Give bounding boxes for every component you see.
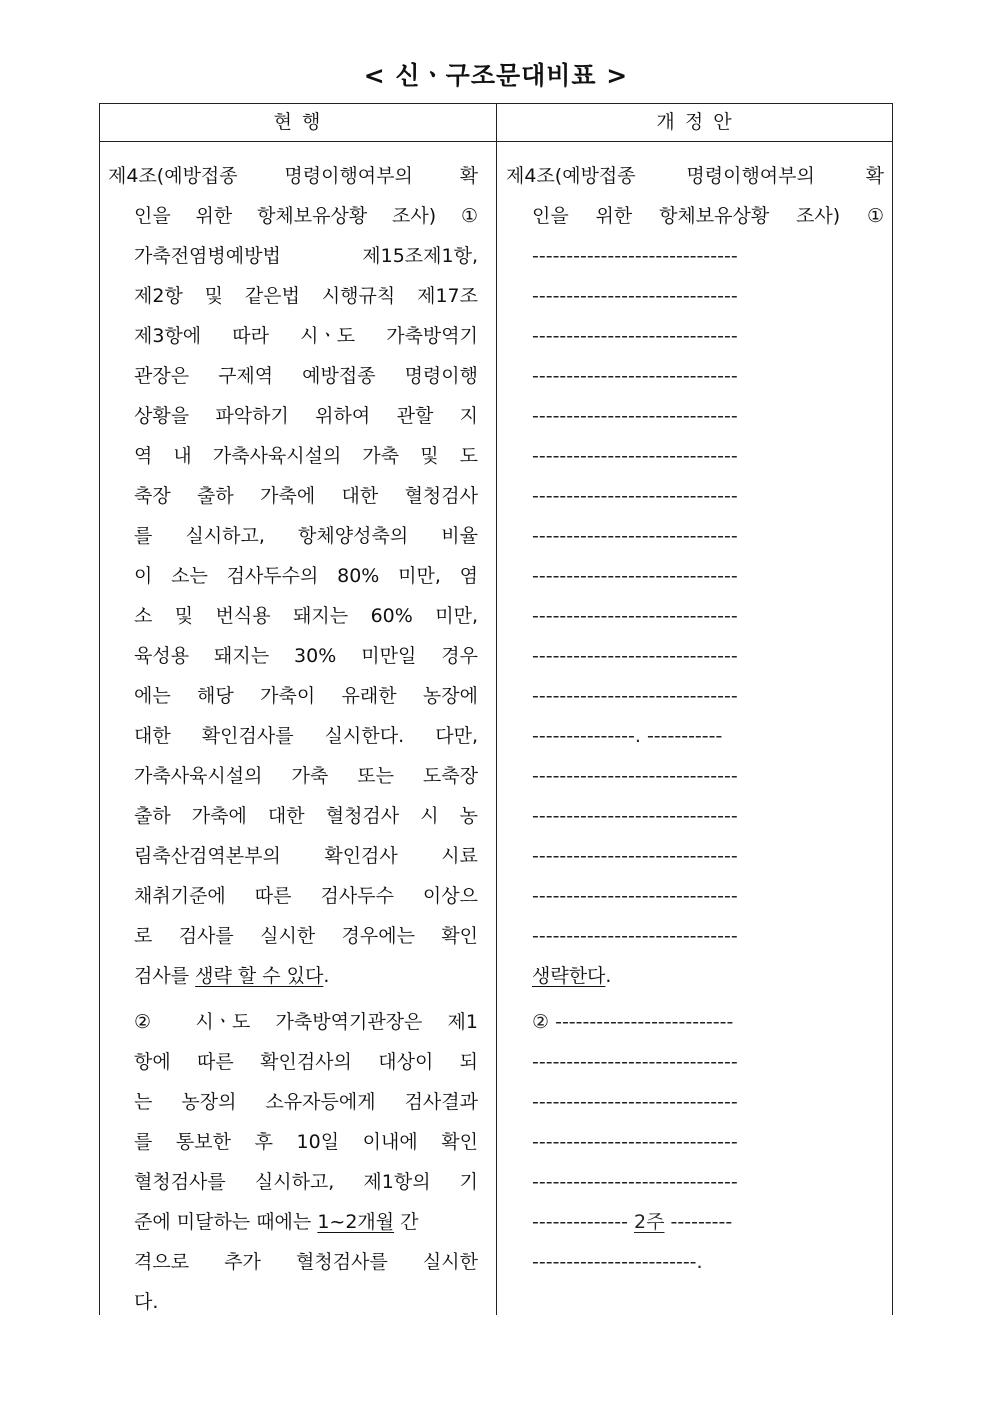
unchanged-dash-line: ------------------------------	[532, 565, 738, 587]
unchanged-dash-line: ------------------------------	[532, 245, 738, 267]
proposed-article4-paragraph2	[506, 1002, 884, 1282]
unchanged-dash-line: ------------------------------	[532, 925, 738, 947]
text-line: 항에 따른 확인검사의 대상이 되	[134, 1051, 478, 1073]
text-line: 격으로 추가 혈청검사를 실시한	[134, 1251, 478, 1273]
comparison-table	[99, 103, 893, 1315]
text-line: 축장 출하 가축에 대한 혈청검사	[134, 485, 478, 507]
text-line: 다.	[134, 1291, 159, 1313]
text-line: 육성용 돼지는 30% 미만일 경우	[134, 645, 478, 667]
dash-span: ---------------.	[532, 725, 641, 747]
unchanged-dash-line: ------------------------------	[532, 525, 738, 547]
text-line: 관장은 구제역 예방접종 명령이행	[134, 365, 478, 387]
text-line	[108, 1202, 478, 1242]
text-line: 가축사육시설의 가축 또는 도축장	[134, 765, 478, 787]
text-line: ② 시ㆍ도 가축방역기관장은 제1	[134, 1011, 478, 1033]
unchanged-dash-line: ------------------------------	[532, 325, 738, 347]
proposed-text-cell	[506, 156, 884, 1282]
text-line: 인을 위한 항체보유상황 조사) ①	[134, 205, 478, 227]
unchanged-dash-line: ------------------------.	[532, 1251, 703, 1273]
current-article4-paragraph1	[108, 156, 478, 996]
text-line	[506, 956, 884, 996]
unchanged-dash-line: ------------------------------	[532, 605, 738, 627]
dash-span: -----------	[646, 725, 723, 747]
text-line: 에는 해당 가축이 유래한 농장에	[134, 685, 478, 707]
table-header-row	[100, 104, 892, 142]
text-line: 인을 위한 항체보유상황 조사) ①	[532, 205, 884, 227]
text-line: 를 실시하고, 항체양성축의 비율	[134, 525, 478, 547]
unchanged-dash-line: ------------------------------	[532, 405, 738, 427]
unchanged-dash-line: ------------------------------	[532, 365, 738, 387]
unchanged-dash-line: ------------------------------	[532, 1091, 738, 1113]
text-line: 제2항 및 같은법 시행규칙 제17조	[134, 285, 478, 307]
paragraph-marker: ②	[532, 1011, 550, 1033]
text-line	[108, 956, 478, 996]
unchanged-dash-line	[506, 716, 884, 756]
unchanged-dash-line: ------------------------------	[532, 1051, 738, 1073]
underlined-amended-text: 1~2개월	[317, 1211, 395, 1233]
text-line: 가축전염병예방법 제15조제1항,	[134, 245, 478, 267]
unchanged-dash-line: ------------------------------	[532, 885, 738, 907]
text-line: 제4조(예방접종 명령이행여부의 확	[506, 165, 884, 187]
text-line: 는 농장의 소유자등에게 검사결과	[134, 1091, 478, 1113]
column-divider	[496, 104, 497, 1315]
text-line: 이 소는 검사두수의 80% 미만, 염	[134, 565, 478, 587]
dash-span: ---------	[664, 1211, 733, 1233]
text-line: 혈청검사를 실시하고, 제1항의 기	[134, 1171, 478, 1193]
unchanged-dash-line: ------------------------------	[532, 845, 738, 867]
unchanged-dash-line: ------------------------------	[532, 445, 738, 467]
text-span: 검사를	[134, 965, 196, 987]
dash-span: --------------	[532, 1211, 635, 1233]
text-span: .	[605, 965, 612, 987]
text-line: 대한 확인검사를 실시한다. 다만,	[134, 725, 478, 747]
unchanged-dash-line: ------------------------------	[532, 805, 738, 827]
underlined-amended-text: 생략 할 수 있다	[195, 965, 324, 987]
text-line: 출하 가축에 대한 혈청검사 시 농	[134, 805, 478, 827]
text-line: 림축산검역본부의 확인검사 시료	[134, 845, 478, 867]
text-span: .	[323, 965, 330, 987]
unchanged-dash-line: ------------------------------	[532, 1171, 738, 1193]
unchanged-dash-line: ------------------------------	[532, 645, 738, 667]
text-line: 상황을 파악하기 위하여 관할 지	[134, 405, 478, 427]
current-text-cell	[108, 156, 478, 1322]
text-span: 준에 미달하는 때에는	[134, 1211, 318, 1233]
document-title: < 신ㆍ구조문대비표 >	[363, 61, 629, 90]
header-current: 현 행	[273, 111, 323, 133]
text-line: 역 내 가축사육시설의 가축 및 도	[134, 445, 478, 467]
text-line: 를 통보한 후 10일 이내에 확인	[134, 1131, 478, 1153]
unchanged-dash-line: ------------------------------	[532, 1131, 738, 1153]
text-line: 제4조(예방접종 명령이행여부의 확	[108, 165, 478, 187]
text-line: 로 검사를 실시한 경우에는 확인	[134, 925, 478, 947]
unchanged-dash-line: ------------------------------	[532, 485, 738, 507]
text-line: 제3항에 따라 시ㆍ도 가축방역기	[134, 325, 478, 347]
text-line: 소 및 번식용 돼지는 60% 미만,	[134, 605, 478, 627]
header-proposed: 개 정 안	[656, 111, 734, 133]
text-span: 간	[394, 1211, 419, 1233]
text-line: 채취기준에 따른 검사두수 이상으	[134, 885, 478, 907]
unchanged-dash-line: ------------------------------	[532, 685, 738, 707]
unchanged-dash-line: ------------------------------	[532, 285, 738, 307]
current-article4-paragraph2	[108, 1002, 478, 1322]
proposed-article4-paragraph1	[506, 156, 884, 996]
text-line	[506, 1002, 884, 1042]
text-line	[506, 1202, 884, 1242]
underlined-amended-text: 2주	[634, 1211, 665, 1233]
dash-span: --------------------------	[555, 1011, 734, 1033]
unchanged-dash-line: ------------------------------	[532, 765, 738, 787]
underlined-amended-text: 생략한다	[532, 965, 606, 987]
